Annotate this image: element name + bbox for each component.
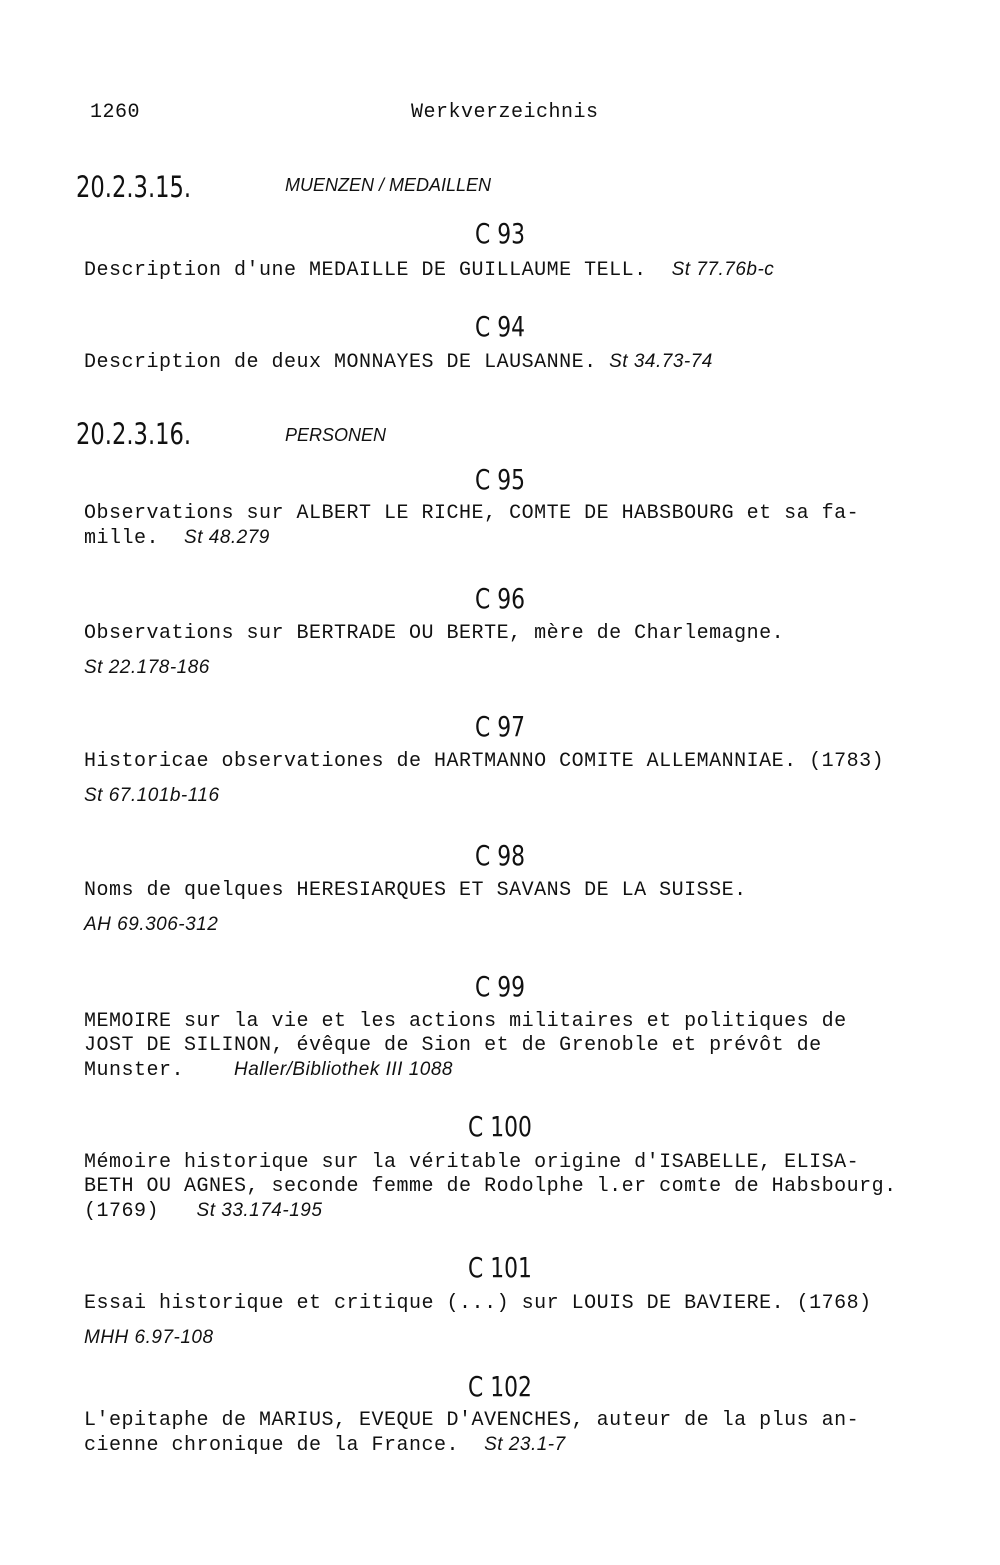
entry-text: Observations sur ALBERT LE RICHE, COMTE DE HABSBOURG et sa fa- mille. St 48.279 (84, 502, 860, 550)
entry-code: C 99 (475, 970, 525, 1003)
running-title: Werkverzeichnis (411, 101, 599, 124)
entry-reference: St 23.1-7 (484, 1434, 566, 1455)
entry-code: C 98 (475, 839, 525, 872)
page-number: 1260 (90, 101, 141, 124)
entry-code: C 97 (475, 710, 525, 743)
entry-text: Description de deux MONNAYES DE LAUSANNE. St 34.73-74 (84, 351, 713, 374)
entry-reference: St 22.178-186 (84, 657, 210, 678)
entry-reference: MHH 6.97-108 (84, 1327, 214, 1348)
entry-reference: St 34.73-74 (609, 351, 713, 372)
entry-code: C 96 (475, 582, 525, 615)
entry-text: Mémoire historique sur la véritable origine d'ISABELLE, ELISA- BETH OU AGNES, seconde femme de Rodolphe l.er comte de Habsbourg. (1769) St 33.174-195 (84, 1151, 897, 1223)
section-number: 20.2.3.16. (76, 417, 192, 451)
section-number: 20.2.3.15. (76, 170, 192, 204)
entry-reference: AH 69.306-312 (84, 914, 219, 935)
entry-reference: St 77.76b-c (671, 259, 775, 280)
entry-text: Observations sur BERTRADE OU BERTE, mère de Charlemagne. St 22.178-186 (84, 622, 785, 678)
section-title: PERSONEN (285, 425, 387, 445)
entry-text: Noms de quelques HERESIARQUES ET SAVANS DE LA SUISSE. AH 69.306-312 (84, 879, 747, 935)
entry-code: C 95 (475, 463, 525, 496)
entry-code: C 93 (475, 217, 525, 250)
entry-code: C 94 (475, 310, 525, 343)
entry-reference: St 67.101b-116 (84, 785, 220, 806)
section-title: MUENZEN / MEDAILLEN (285, 175, 492, 195)
entry-text: L'epitaphe de MARIUS, EVEQUE D'AVENCHES, auteur de la plus an- cienne chronique de la France. St 23.1-7 (84, 1409, 860, 1457)
entry-text: MEMOIRE sur la vie et les actions militaires et politiques de JOST DE SILINON, évêque de Sion et de Grenoble et prévôt de Munster. Haller/Bibliothek III 1088 (84, 1010, 847, 1082)
entry-text: Essai historique et critique (...) sur LOUIS DE BAVIERE. (1768) MHH 6.97-108 (84, 1292, 872, 1348)
entry-code: C 100 (468, 1110, 532, 1143)
entry-code: C 102 (468, 1370, 532, 1403)
entry-reference: Haller/Bibliothek III 1088 (234, 1059, 453, 1080)
entry-text: Description d'une MEDAILLE DE GUILLAUME TELL. St 77.76b-c (84, 259, 775, 282)
entry-reference: St 33.174-195 (196, 1200, 323, 1221)
entry-reference: St 48.279 (184, 527, 270, 548)
entry-text: Historicae observationes de HARTMANNO COMITE ALLEMANNIAE. (1783) St 67.101b-116 (84, 750, 885, 806)
entry-code: C 101 (468, 1251, 532, 1284)
